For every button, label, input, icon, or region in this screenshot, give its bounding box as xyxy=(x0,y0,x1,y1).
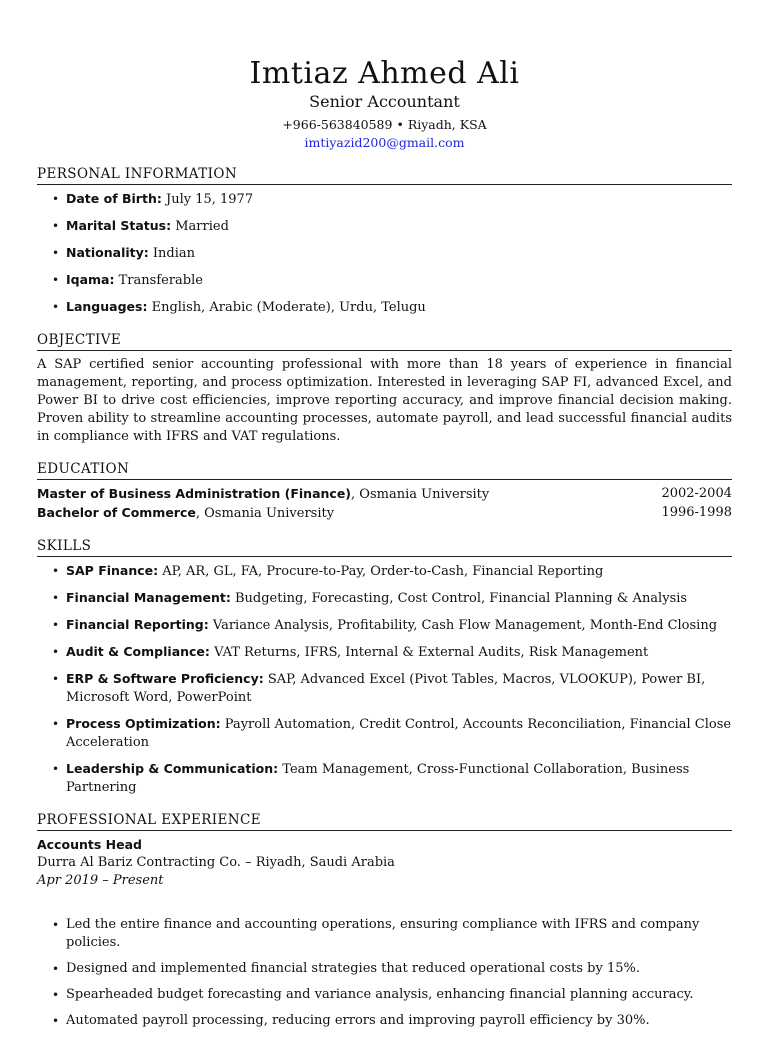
list-item xyxy=(37,715,732,752)
job-dates: Apr 2019 – Present xyxy=(37,873,164,888)
list-item: • Designed and implemented financial strategies that reduced operational costs by 15%. xyxy=(37,960,732,978)
skill-label: SAP Finance: xyxy=(66,563,159,578)
skill-label: Financial Management: xyxy=(66,590,231,605)
school-name: , Osmania University xyxy=(351,487,490,502)
skill-value: Variance Analysis, Profitability, Cash Flow Management, Month-End Closing xyxy=(212,618,718,633)
section-title: EDUCATION xyxy=(37,460,732,480)
skill-value: SAP, Advanced Excel (Pivot Tables, Macros, VLOOKUP), Power BI, Microsoft Word, PowerPoint xyxy=(66,672,706,705)
list-item: • Led the entire finance and accounting operations, ensuring compliance with IFRS and company policies. xyxy=(37,916,732,952)
contact-line xyxy=(37,116,732,134)
personal-section xyxy=(37,165,732,317)
list-item xyxy=(37,643,732,662)
item-value: Indian xyxy=(152,246,196,261)
skill-label: Leadership & Communication: xyxy=(66,761,279,776)
list-item xyxy=(37,298,732,317)
skill-value: VAT Returns, IFRS, Internal & External Audits, Risk Management xyxy=(214,645,649,660)
company-name: Durra Al Bariz Contracting Co. – Riyadh, Saudi Arabia xyxy=(37,855,395,870)
skills-section xyxy=(37,537,732,797)
item-value: Transferable xyxy=(118,273,203,288)
list-item xyxy=(37,217,732,236)
item-label: Marital Status: xyxy=(66,218,172,233)
list-item: • Spearheaded budget forecasting and variance analysis, enhancing financial planning accuracy. xyxy=(37,986,732,1004)
personal-list xyxy=(37,190,732,317)
section-title: SKILLS xyxy=(37,537,732,557)
skill-value: AP, AR, GL, FA, Procure-to-Pay, Order-to-Cash, Financial Reporting xyxy=(162,564,604,579)
skill-value: Budgeting, Forecasting, Cost Control, Financial Planning & Analysis xyxy=(234,591,688,606)
item-value: July 15, 1977 xyxy=(165,192,254,207)
experience-section xyxy=(37,811,732,1030)
skill-label: ERP & Software Proficiency: xyxy=(66,671,264,686)
resume-page xyxy=(37,56,732,1038)
education-row xyxy=(37,504,732,523)
candidate-name: Imtiaz Ahmed Ali xyxy=(249,56,520,91)
phone-number: +966-563840589 xyxy=(282,117,393,132)
education-years: 1996-1998 xyxy=(661,505,732,520)
list-item xyxy=(37,760,732,797)
skill-label: Audit & Compliance: xyxy=(66,644,210,659)
list-item xyxy=(37,562,732,581)
item-label: Iqama: xyxy=(66,272,115,287)
list-item xyxy=(37,244,732,263)
item-value: English, Arabic (Moderate), Urdu, Telugu xyxy=(151,300,426,315)
school-name: , Osmania University xyxy=(195,506,335,521)
email-link[interactable]: imtiyazid200@gmail.com xyxy=(304,135,465,150)
item-label: Languages: xyxy=(66,299,148,314)
skill-label: Process Optimization: xyxy=(66,716,221,731)
skill-value: Payroll Automation, Credit Control, Accounts Reconciliation, Financial Close Acceleration xyxy=(66,717,732,750)
skill-value: Team Management, Cross-Functional Collaboration, Business Partnering xyxy=(66,762,690,795)
item-label: Date of Birth: xyxy=(66,191,162,206)
item-label: Nationality: xyxy=(66,245,149,260)
section-title: PROFESSIONAL EXPERIENCE xyxy=(37,811,732,831)
list-item xyxy=(37,271,732,290)
list-item xyxy=(37,589,732,608)
objective-text: A SAP certified senior accounting professional with more than 18 years of experience in financial management, reporting, and process optimization. Interested in leveraging SAP FI, advanced Excel, and Power BI to drive cost efficiencies, improve reporting accuracy, and improve financial decision making. Proven ability to streamline accounting processes, automate payroll, and lead successful financial audits in compliance with IFRS and VAT regulations. xyxy=(37,357,732,444)
list-item xyxy=(37,616,732,635)
education-row xyxy=(37,485,732,504)
skills-list xyxy=(37,562,732,797)
list-item xyxy=(37,670,732,707)
separator-dot: • xyxy=(396,117,404,132)
list-item xyxy=(37,190,732,209)
objective-section xyxy=(37,331,732,446)
list-item: • Automated payroll processing, reducing errors and improving payroll efficiency by 30%. xyxy=(37,1012,732,1030)
job-title: Accounts Head xyxy=(37,837,142,852)
location: Riyadh, KSA xyxy=(407,117,487,132)
candidate-title: Senior Accountant xyxy=(309,92,460,111)
degree-name: Master of Business Administration (Finance) xyxy=(37,486,352,501)
education-years: 2002-2004 xyxy=(661,486,732,501)
section-title: PERSONAL INFORMATION xyxy=(37,165,732,185)
experience-bullets xyxy=(37,916,732,1030)
degree-name: Bachelor of Commerce xyxy=(37,505,196,520)
education-section xyxy=(37,460,732,523)
section-title: OBJECTIVE xyxy=(37,331,732,351)
item-value: Married xyxy=(175,219,229,234)
skill-label: Financial Reporting: xyxy=(66,617,209,632)
